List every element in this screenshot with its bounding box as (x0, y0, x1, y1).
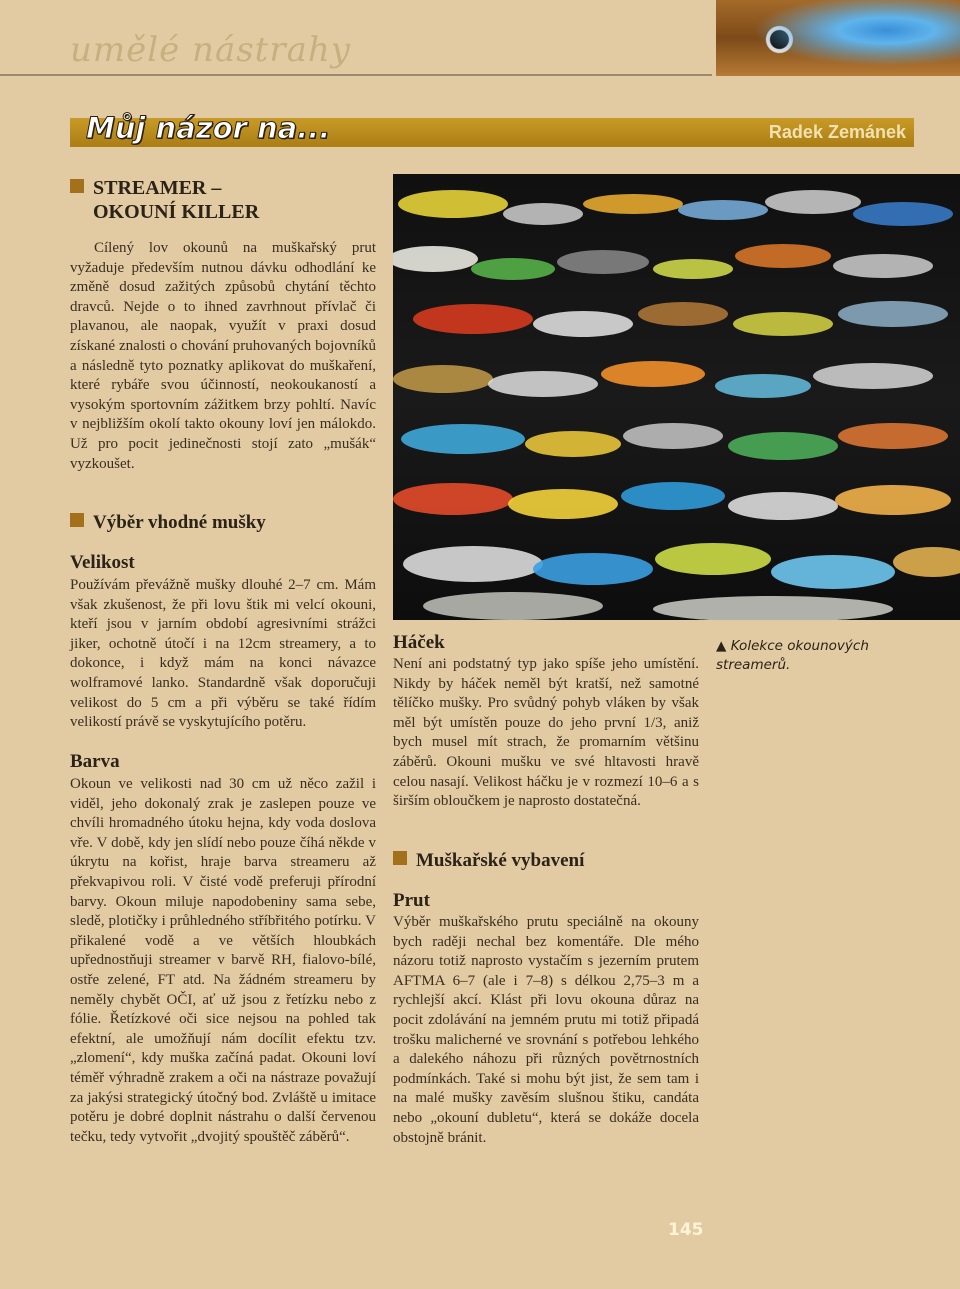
banner-title: Můj názor na... (86, 111, 331, 145)
header-fly-photo (716, 0, 960, 76)
streamer-collection-photo (393, 174, 960, 620)
section-heading-label: Výběr vhodné mušky (93, 512, 266, 533)
header-rule (0, 74, 712, 76)
heading-square-icon (393, 851, 407, 865)
streamer-collection-illustration (393, 174, 960, 620)
caption-triangle-icon: ▲ (716, 638, 727, 654)
subheading-hacek: Háček (393, 632, 445, 653)
subheading-velikost: Velikost (70, 552, 135, 573)
section-title: umělé nástrahy (70, 30, 351, 70)
photo-caption (716, 637, 936, 675)
intro-paragraph: Cílený lov okounů na muškařský prut vyžaduje především nutnou dávku odhodlání ke změně dosud zažitých způsobů chytání těchto dravců. Nejde o to ihned zavrhnout přívlač či plavanou, ale naopak, využít v praxi dosud získané znalosti o chování pruhovaných bojovníků a následně tyto poznatky aplikovat do muškaření, které rybáře svou účinností, neokoukaností a vysokým sportovním zážitkem brzy pohltí. Navíc v nejbližším okolí takto okouny loví jen málokdo. Už pro pocit jedinečnosti stojí zato „mušák“ vyzkoušet. (70, 240, 376, 472)
heading-square-icon (70, 513, 84, 527)
barva-paragraph: Okoun ve velikosti nad 30 cm už něco zažil i viděl, jeho dokonalý zrak je zaslepen pouze ve chvíli hromadného útoku hejna, kdy voda doslova vře. V době, kdy jen slídí nebo pouze číhá někde v úkrytu na kořist, hraje barva streameru až překvapivou roli. V čisté vodě preferuji přírodní barvy. Okoun miluje napodobeniny sama sebe, sledě, plotičky i průhledného stříbřitého potírku. V přikalené vodě a ve větších hloubkách upřednostňuji streamer v barvě RH, fialovo-bílé, ostře zelené, FT atd. Na žádném streameru by neměly chybět OČI, ať už jsou z řetízku nebo z fólie. Řetízkové oči sice nejsou na pohled tak efektní, ale umožňují nám docílit efektu tzv. „zlomení“, kdy muška začíná padat. Okouni loví téměř výhradně zrakem a oči na nástraze považují za jakýsi strategický útočný bod. Zvláště u imitace potěru je dobré doplnit nástrahu o další červenou tečku, tedy vytvořit „dvojitý spouštěč záběrů“. (70, 776, 376, 1145)
velikost-paragraph: Používám převážně mušky dlouhé 2–7 cm. Mám však zkušenost, že při lovu štik mi velcí okouni, kteří jsou v jarním období agresivními strážci jiker, ochotně útočí i na 12cm streamery, a to dokonce, i když mám na konci návazce wolframové lanko. Standardně však doporučuji velikost do 5 cm a při výběru se také řídím velikostí právě se vyskytujícího potěru. (70, 577, 376, 731)
section-heading-fly-choice (70, 512, 380, 534)
hacek-paragraph: Není ani podstatný typ jako spíše jeho umístění. Nikdy by háček neměl být kratší, než samotné tělíčko mušky. Pro svůdný pohyb vláken by však měl být umístěn pouze do jeho první 1/3, aniž bych musel mít strach, že promarním většinu záběrů. Okouni mušku ve své hltavosti hravě celou nasají. Velikost háčku je v rozmezí 10–6 a s širším obloučkem je naprosto dostatečná. (393, 656, 699, 810)
author-name: Radek Zemánek (768, 122, 906, 142)
subheading-barva: Barva (70, 751, 120, 772)
prut-paragraph: Výběr muškařského prutu speciálně na okouny bych raději nechal bez komentáře. Dle mého názoru totiž naprosto vystačím s jezerním prutem AFTMA 6–7 (ale i 7–8) s délkou 2,75–3 m a rychlejší akcí. Klást při lovu okouna důraz na pocit zdolávání na jemném prutu mi totiž připadá trošku malicherné ve srovnání s potřebou lehkého a dalekého náhozu při různých povětrnostních podmínkách. Také si mohu být jist, že sem tam i na malé mušky zavěsím slušnou štiku, candáta nebo „okouní dubletu“, která se dokáže docela obstojně bránit. (393, 914, 699, 1146)
article-title (70, 176, 390, 224)
article-title-line1: STREAMER – (93, 177, 222, 199)
article-title-line2: OKOUNÍ KILLER (93, 201, 260, 223)
page-number: 145 (668, 1220, 704, 1240)
caption-text: Kolekce okounových streamerů. (716, 638, 869, 673)
heading-square-icon (70, 179, 84, 193)
section-heading-equipment (393, 850, 703, 872)
section-heading-label: Muškařské vybavení (416, 850, 585, 871)
subheading-prut: Prut (393, 890, 430, 911)
